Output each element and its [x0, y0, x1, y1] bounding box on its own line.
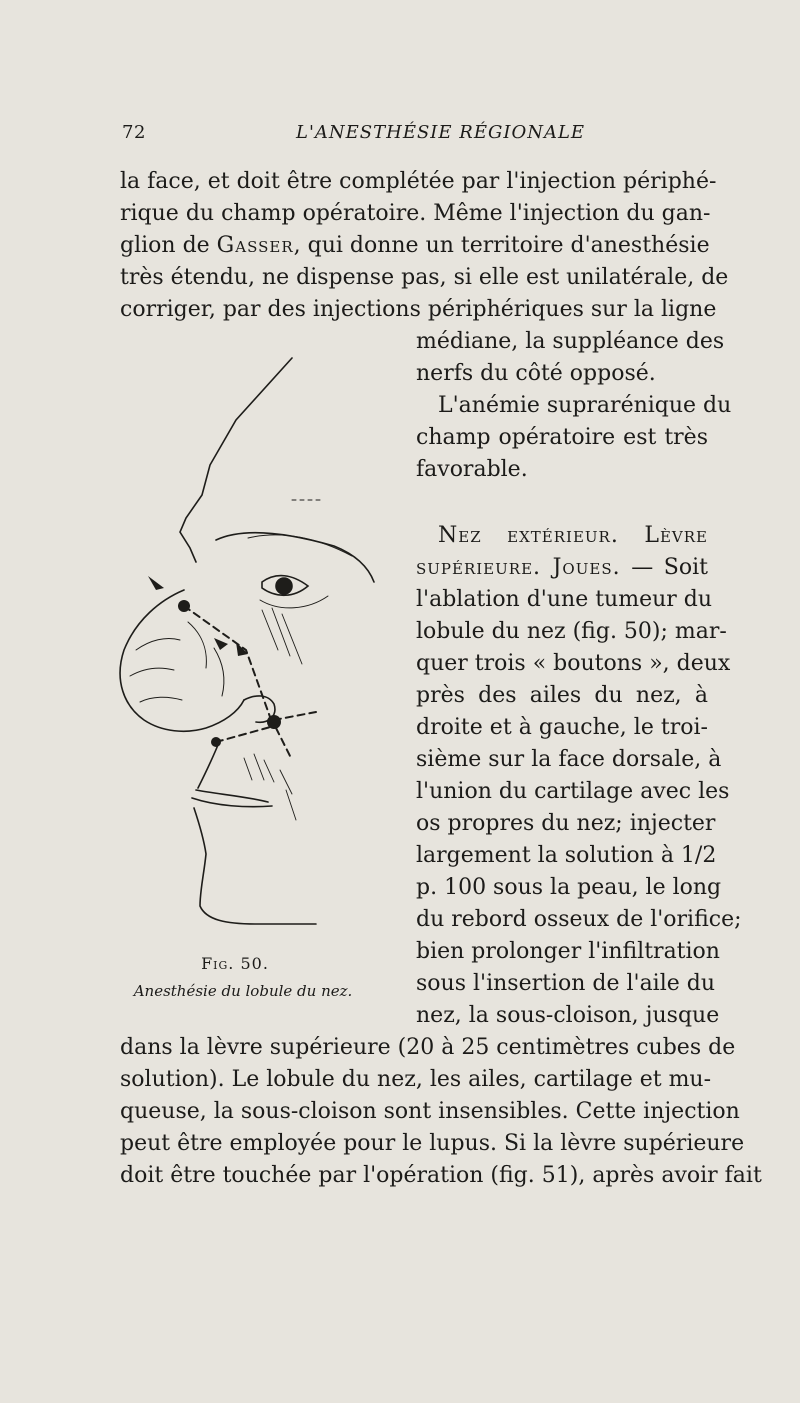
- text-line: p. 100 sous la peau, le long: [416, 875, 722, 900]
- text-line: sous l'insertion de l'aile du: [416, 971, 716, 996]
- text-line: l'union du cartilage avec les: [416, 779, 730, 804]
- text-line: favorable.: [416, 457, 528, 482]
- text-line: l'ablation d'une tumeur du: [416, 587, 713, 612]
- text-line: [120, 230, 708, 262]
- text-line: os propres du nez; injecter: [416, 811, 716, 836]
- text-line: bien prolonger l'infiltration: [416, 939, 720, 964]
- text-line: la face, et doit être complétée par l'injection périphé-: [120, 169, 717, 194]
- figure-label-text: Fig. 50.: [201, 954, 269, 973]
- text-fragment: glion de: [120, 233, 217, 258]
- text-line: queuse, la sous-cloison sont insensibles. Cette injection: [120, 1099, 740, 1124]
- text-line: quer trois « boutons », deux: [416, 651, 731, 676]
- text-line: corriger, par des injections périphériques sur la ligne: [120, 297, 717, 322]
- figure-caption: Anesthésie du lobule du nez.: [133, 982, 353, 1000]
- running-title: L'ANESTHÉSIE RÉGIONALE: [296, 122, 586, 143]
- text-line: champ opératoire est très: [416, 425, 708, 450]
- text-line: droite et à gauche, le troi-: [416, 715, 708, 740]
- text-line: peut être employée pour le lupus. Si la lèvre supérieure: [120, 1131, 745, 1156]
- text-fragment: , qui donne un territoire d'anesthésie: [293, 233, 710, 258]
- page-header: [122, 122, 710, 150]
- nose-anesthesia-illustration: [96, 350, 386, 950]
- text-line: médiane, la suppléance des: [416, 329, 725, 354]
- text-line: près des ailes du nez, à: [416, 683, 708, 708]
- section-heading: Nez extérieur. Lèvre: [438, 523, 708, 548]
- text-line: rique du champ opératoire. Même l'injection du gan-: [120, 201, 711, 226]
- text-line: [416, 552, 708, 584]
- text-line: très étendu, ne dispense pas, si elle est unilatérale, de: [120, 265, 729, 290]
- page-number: 72: [122, 122, 146, 143]
- text-line: solution). Le lobule du nez, les ailes, cartilage et mu-: [120, 1067, 712, 1092]
- figure-label: [120, 954, 350, 973]
- text-line: largement la solution à 1/2: [416, 843, 717, 868]
- text-line: du rebord osseux de l'orifice;: [416, 907, 742, 932]
- text-line: doit être touchée par l'opération (fig. 51), après avoir fait: [120, 1163, 762, 1188]
- section-heading: supérieure. Joues.: [416, 555, 621, 580]
- text-line: lobule du nez (fig. 50); mar-: [416, 619, 727, 644]
- text-line: dans la lèvre supérieure (20 à 25 centimètres cubes de: [120, 1035, 736, 1060]
- text-line: nerfs du côté opposé.: [416, 361, 656, 386]
- text-line: L'anémie suprarénique du: [438, 393, 732, 418]
- text-line: sième sur la face dorsale, à: [416, 747, 722, 772]
- text-fragment: — Soit: [620, 555, 708, 580]
- person-name: Gasser: [216, 233, 294, 258]
- text-line: nez, la sous-cloison, jusque: [416, 1003, 720, 1028]
